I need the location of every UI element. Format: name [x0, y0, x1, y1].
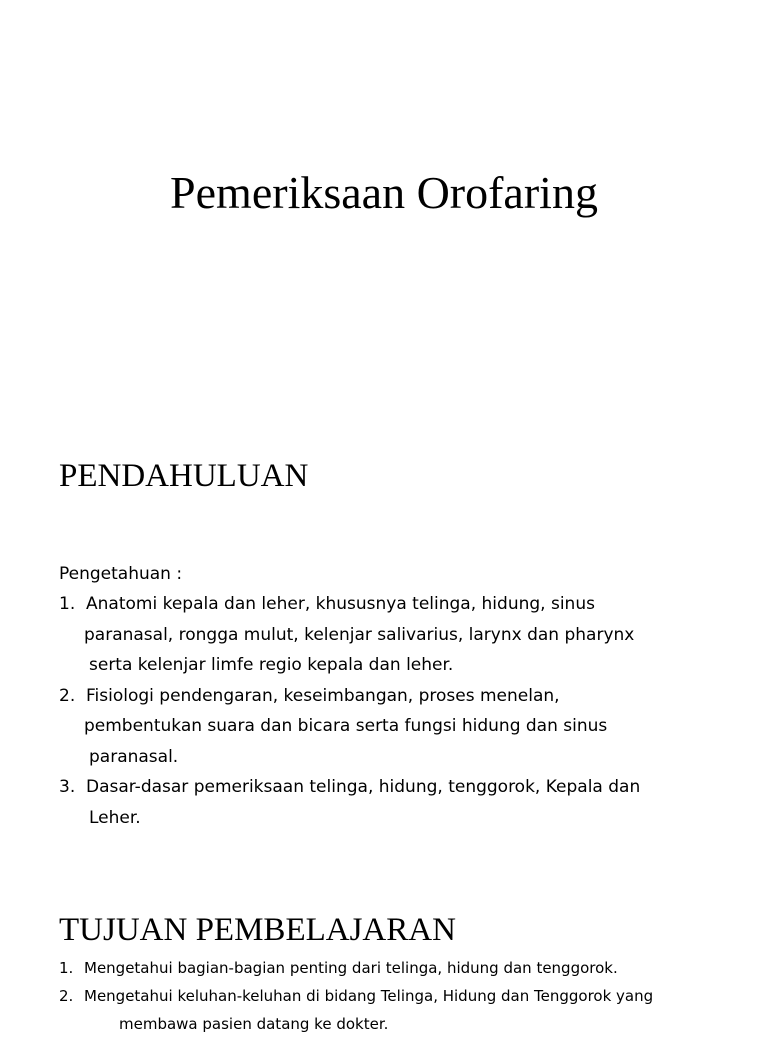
list-text-continuation: paranasal.: [89, 746, 179, 767]
slide-title: Pemeriksaan Orofaring: [170, 167, 598, 218]
list-text: Mengetahui keluhan-keluhan di bidang Telinga, Hidung dan Tenggorok yang: [84, 987, 654, 1005]
list-text: Dasar-dasar pemeriksaan telinga, hidung, tenggorok, Kepala dan: [86, 777, 641, 797]
objectives-list: [59, 954, 653, 1038]
list-item: [59, 982, 653, 1038]
introduction-slide: [0, 390, 768, 890]
section-heading-tujuan: TUJUAN PEMBELAJARAN: [59, 912, 456, 948]
list-text-continuation: membawa pasien datang ke dokter.: [119, 1015, 389, 1033]
list-number: 2.: [59, 685, 76, 706]
knowledge-list: [59, 589, 640, 833]
list-number: 3.: [59, 777, 76, 797]
list-item: [59, 772, 640, 833]
list-item: [59, 589, 640, 681]
title-slide: [0, 0, 768, 390]
list-number: 1.: [59, 594, 76, 614]
list-item: [59, 954, 653, 982]
list-text-continuation: pembentukan suara dan bicara serta fungsi hidung dan sinus: [84, 716, 608, 736]
list-text: Anatomi kepala dan leher, khususnya telinga, hidung, sinus: [86, 594, 595, 614]
learning-objectives-slide: [0, 890, 768, 1033]
list-text-continuation: paranasal, rongga mulut, kelenjar salivarius, larynx dan pharynx: [84, 624, 635, 645]
list-number: 2.: [59, 987, 74, 1005]
list-text: Fisiologi pendengaran, keseimbangan, proses menelan,: [86, 685, 560, 706]
list-text-continuation: serta kelenjar limfe regio kepala dan leher.: [89, 655, 454, 675]
list-text: Mengetahui bagian-bagian penting dari telinga, hidung dan tenggorok.: [84, 959, 618, 977]
list-item: [59, 681, 640, 773]
list-number: 1.: [59, 959, 74, 977]
section-heading-pendahuluan: PENDAHULUAN: [59, 458, 309, 494]
knowledge-label: Pengetahuan :: [59, 564, 183, 584]
list-text-continuation: Leher.: [89, 807, 141, 828]
